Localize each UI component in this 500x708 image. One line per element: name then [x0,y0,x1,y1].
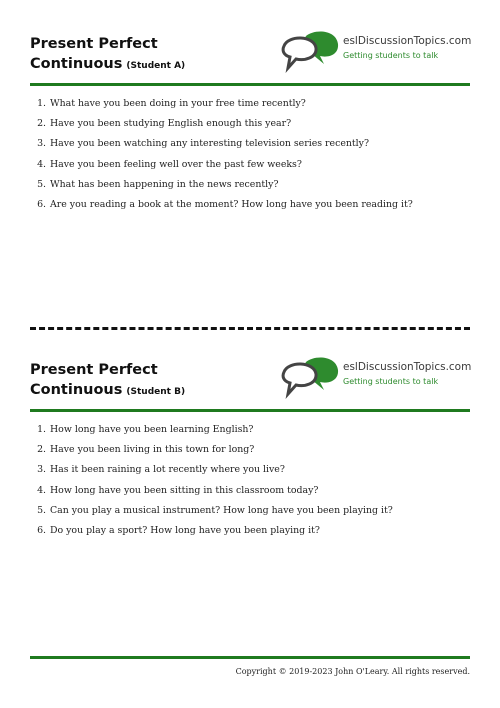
question-list [30,94,413,215]
list-item: 1. How long have you been learning English? [49,420,393,440]
list-item: 4. Have you been feeling well over the past few weeks? [49,155,413,175]
page-title [30,360,185,402]
student-label: (Student B) [126,387,186,397]
logo [280,356,480,400]
site-name: eslDiscussionTopics.com [343,361,472,373]
title-line-1: Present Perfect [30,36,158,52]
question-list [30,420,393,541]
speech-bubbles-icon [280,356,340,400]
tagline: Getting students to talk [343,51,439,60]
list-item: 3. Have you been watching any interesting television series recently? [49,134,413,154]
list-item: 3. Has it been raining a lot recently where you live? [49,460,393,480]
student-label: (Student A) [126,61,186,71]
page-title [30,34,185,76]
list-item: 5. What has been happening in the news recently? [49,175,413,195]
green-divider [30,409,470,412]
cut-line [30,327,470,330]
list-item: 1. What have you been doing in your free time recently? [49,94,413,114]
list-item: 2. Have you been living in this town for long? [49,440,393,460]
site-name: eslDiscussionTopics.com [343,35,472,47]
list-item: 4. How long have you been sitting in this classroom today? [49,481,393,501]
list-item: 2. Have you been studying English enough this year? [49,114,413,134]
list-item: 5. Can you play a musical instrument? How long have you been playing it? [49,501,393,521]
logo [280,30,480,74]
title-line-1: Present Perfect [30,362,158,378]
title-line-2: Continuous (Student A) [30,56,186,72]
list-item: 6. Do you play a sport? How long have you been playing it? [49,521,393,541]
green-divider [30,83,470,86]
title-line-2: Continuous (Student B) [30,382,186,398]
footer-divider [30,656,470,659]
tagline: Getting students to talk [343,377,439,386]
speech-bubbles-icon [280,30,340,74]
list-item: 6. Are you reading a book at the moment? How long have you been reading it? [49,195,413,215]
copyright-text: Copyright © 2019-2023 John O'Leary. All rights reserved. [235,667,470,676]
